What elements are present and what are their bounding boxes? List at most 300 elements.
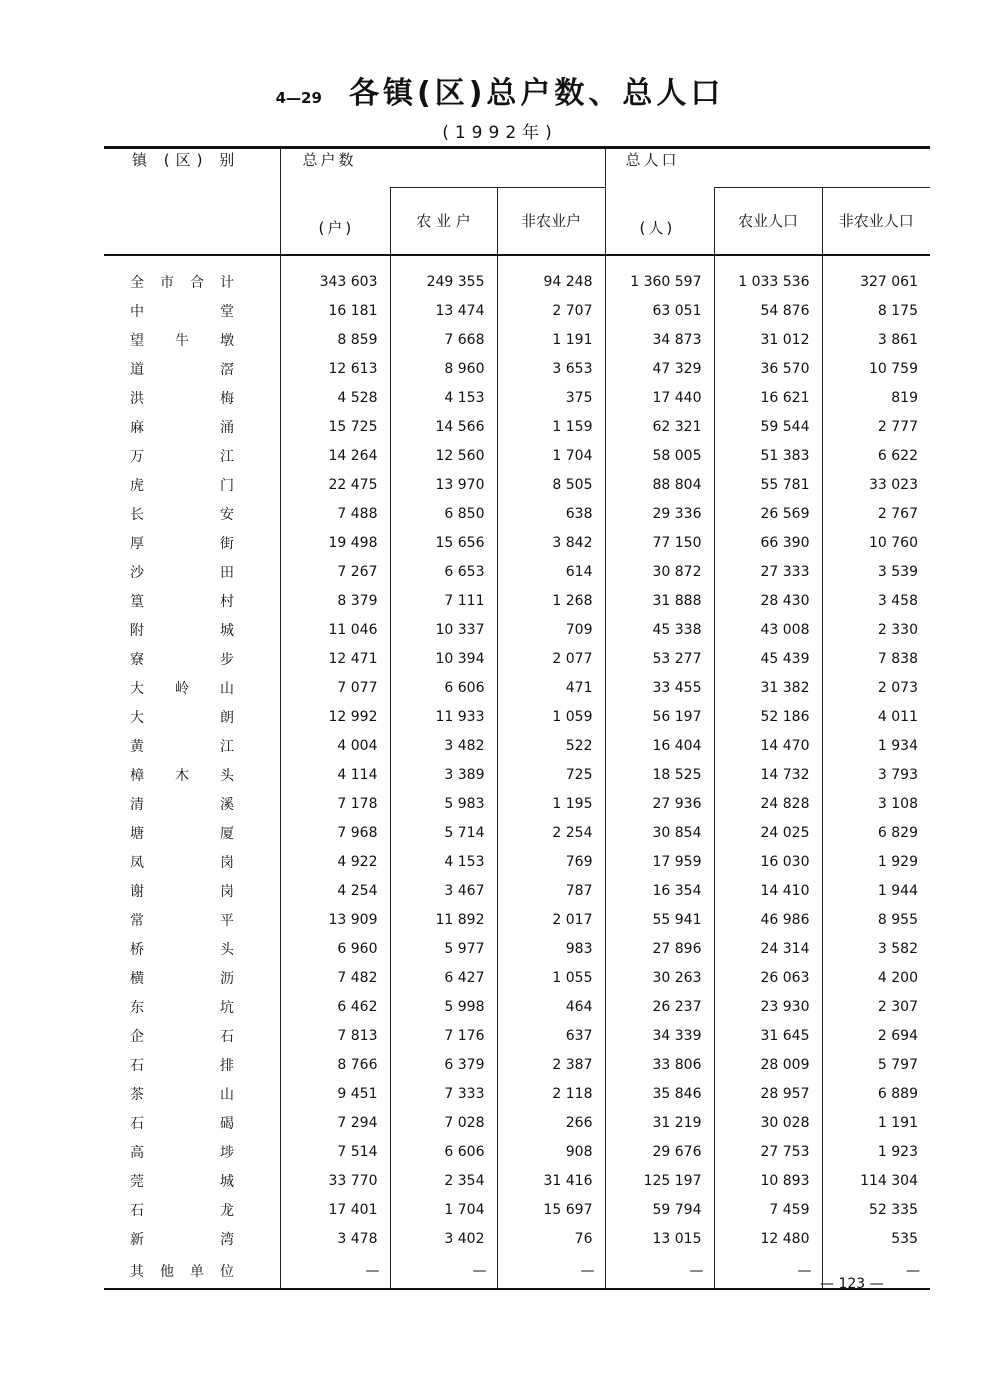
region-name-char: 街 <box>220 536 234 552</box>
table-row-total <box>104 255 930 297</box>
nonagri-hh-cell: 15 697 <box>497 1196 605 1225</box>
region-name-char: 其 <box>130 1263 144 1280</box>
region-name-char: 长 <box>130 507 144 523</box>
region-name-char: 单 <box>190 1263 204 1280</box>
region-name-char: 洪 <box>130 391 144 407</box>
total-pop-cell: 30 872 <box>605 558 714 587</box>
total-pop-cell: 47 329 <box>605 355 714 384</box>
total-hh-cell: 6 462 <box>280 993 390 1022</box>
table-row <box>104 471 930 500</box>
agri-hh-cell: 7 028 <box>390 1109 497 1138</box>
region-name-char: 安 <box>220 507 234 523</box>
region-name <box>104 993 280 1022</box>
region-name-char: 企 <box>130 1029 144 1045</box>
region-name-char: 石 <box>130 1116 144 1132</box>
total-pop-cell: 1 360 597 <box>605 255 714 297</box>
page-number: — 123 — <box>820 1276 884 1292</box>
total-hh-cell: 14 264 <box>280 442 390 471</box>
agri-hh-cell: 6 653 <box>390 558 497 587</box>
table-row <box>104 1051 930 1080</box>
table-row <box>104 877 930 906</box>
table-row <box>104 1080 930 1109</box>
agri-pop-cell: 36 570 <box>714 355 822 384</box>
region-name-char: 墩 <box>220 333 234 349</box>
agri-hh-cell: — <box>390 1254 497 1289</box>
agri-hh-cell: 3 482 <box>390 732 497 761</box>
households-unit: (户) <box>280 188 390 254</box>
nonagri-pop-cell: — <box>822 1254 930 1289</box>
total-pop-cell: 59 794 <box>605 1196 714 1225</box>
region-name <box>104 500 280 529</box>
agri-pop-cell: 28 430 <box>714 587 822 616</box>
region-name <box>104 616 280 645</box>
nonagri-pop-cell: 3 458 <box>822 587 930 616</box>
agri-hh-cell: 6 379 <box>390 1051 497 1080</box>
region-name <box>104 819 280 848</box>
agri-pop-cell: 31 382 <box>714 674 822 703</box>
region-name <box>104 1022 280 1051</box>
region-name <box>104 587 280 616</box>
table-row <box>104 935 930 964</box>
region-name-char: 沙 <box>130 565 144 581</box>
agri-hh-cell: 2 354 <box>390 1167 497 1196</box>
region-name-char: 山 <box>220 1087 234 1103</box>
region-name-char: 朗 <box>220 710 234 726</box>
total-pop-cell: 17 440 <box>605 384 714 413</box>
total-hh-cell: 15 725 <box>280 413 390 442</box>
region-name-char: 厚 <box>130 536 144 552</box>
total-households-header: 总户数 <box>280 148 390 188</box>
total-pop-cell: 13 015 <box>605 1225 714 1254</box>
total-pop-cell: 16 404 <box>605 732 714 761</box>
region-name-char: 清 <box>130 797 144 813</box>
region-name-char: 涌 <box>220 420 234 436</box>
region-name-char: 樟 <box>130 768 144 784</box>
region-name-char: 堂 <box>220 304 234 320</box>
agri-hh-cell: 5 714 <box>390 819 497 848</box>
region-name-char: 大 <box>130 681 144 697</box>
nonagri-pop-cell: 7 838 <box>822 645 930 674</box>
agri-hh-cell: 6 850 <box>390 500 497 529</box>
region-name-char: 城 <box>220 1174 234 1190</box>
nonagri-hh-cell: 787 <box>497 877 605 906</box>
table-title-text: 各镇(区)总户数、总人口 <box>348 76 725 111</box>
agri-pop-cell: 45 439 <box>714 645 822 674</box>
agri-pop-cell: 10 893 <box>714 1167 822 1196</box>
nonagri-pop-cell: 1 934 <box>822 732 930 761</box>
region-name-char: 岭 <box>175 681 189 697</box>
nonagri-hh-cell: 709 <box>497 616 605 645</box>
agri-hh-cell: 13 970 <box>390 471 497 500</box>
population-unit: (人) <box>605 188 714 254</box>
agri-hh-cell: 4 153 <box>390 848 497 877</box>
total-hh-cell: 343 603 <box>280 255 390 297</box>
region-name <box>104 761 280 790</box>
agri-pop-cell: 23 930 <box>714 993 822 1022</box>
agri-hh-cell: 5 983 <box>390 790 497 819</box>
region-name <box>104 790 280 819</box>
region-name-char: 计 <box>220 275 234 291</box>
total-pop-cell: 56 197 <box>605 703 714 732</box>
region-name <box>104 964 280 993</box>
nonagri-hh-cell: 983 <box>497 935 605 964</box>
total-hh-cell: 17 401 <box>280 1196 390 1225</box>
statistics-table <box>104 146 930 1290</box>
agri-pop-cell: 51 383 <box>714 442 822 471</box>
region-name-char: 江 <box>220 449 234 465</box>
nonagri-pop-cell: 2 073 <box>822 674 930 703</box>
agri-hh-cell: 14 566 <box>390 413 497 442</box>
nonagri-pop-cell: 3 539 <box>822 558 930 587</box>
region-name-char: 步 <box>220 652 234 668</box>
region-name-char: 望 <box>130 333 144 349</box>
region-name <box>104 255 280 297</box>
agri-households-header: 农 业 户 <box>390 188 497 254</box>
agri-pop-cell: 7 459 <box>714 1196 822 1225</box>
region-name <box>104 413 280 442</box>
region-name <box>104 703 280 732</box>
nonagri-hh-cell: 1 704 <box>497 442 605 471</box>
agri-hh-cell: 1 704 <box>390 1196 497 1225</box>
nonagri-hh-cell: 637 <box>497 1022 605 1051</box>
agri-pop-cell: 66 390 <box>714 529 822 558</box>
table-row <box>104 1167 930 1196</box>
agri-hh-cell: 6 606 <box>390 1138 497 1167</box>
table-row <box>104 848 930 877</box>
region-name-char: 沥 <box>220 971 234 987</box>
nonagri-hh-cell: 76 <box>497 1225 605 1254</box>
agri-hh-cell: 10 337 <box>390 616 497 645</box>
agri-hh-cell: 7 333 <box>390 1080 497 1109</box>
agri-pop-cell: 14 410 <box>714 877 822 906</box>
nonagri-hh-cell: 1 055 <box>497 964 605 993</box>
region-name-char: 中 <box>130 304 144 320</box>
total-pop-cell: 125 197 <box>605 1167 714 1196</box>
nonagri-pop-cell: 4 200 <box>822 964 930 993</box>
region-name-char: 虎 <box>130 478 144 494</box>
region-name-char: 道 <box>130 362 144 378</box>
region-name-char: 石 <box>130 1203 144 1219</box>
total-pop-cell: 29 336 <box>605 500 714 529</box>
nonagri-hh-cell: 31 416 <box>497 1167 605 1196</box>
region-name-char: 麻 <box>130 420 144 436</box>
total-hh-cell: 7 514 <box>280 1138 390 1167</box>
nonagri-hh-cell: 2 077 <box>497 645 605 674</box>
region-name-char: 万 <box>130 449 144 465</box>
agri-hh-cell: 3 467 <box>390 877 497 906</box>
region-name <box>104 877 280 906</box>
total-pop-cell: 27 896 <box>605 935 714 964</box>
total-pop-cell: 33 806 <box>605 1051 714 1080</box>
nonagri-hh-cell: 2 254 <box>497 819 605 848</box>
agri-hh-cell: 15 656 <box>390 529 497 558</box>
agri-hh-cell: 7 176 <box>390 1022 497 1051</box>
region-name-char: 石 <box>220 1029 234 1045</box>
region-name-char: 篁 <box>130 594 144 610</box>
nonagri-hh-cell: 2 017 <box>497 906 605 935</box>
total-pop-cell: 35 846 <box>605 1080 714 1109</box>
region-name-char: 碣 <box>220 1116 234 1132</box>
agri-pop-cell: 24 828 <box>714 790 822 819</box>
table-row <box>104 529 930 558</box>
total-pop-cell: 45 338 <box>605 616 714 645</box>
agri-pop-cell: 28 957 <box>714 1080 822 1109</box>
nonagri-pop-cell: 8 175 <box>822 297 930 326</box>
region-name-char: 江 <box>220 739 234 755</box>
region-name-char: 厦 <box>220 826 234 842</box>
total-pop-cell: 77 150 <box>605 529 714 558</box>
region-name-char: 塘 <box>130 826 144 842</box>
agri-pop-cell: 26 063 <box>714 964 822 993</box>
region-name-char: 门 <box>220 478 234 494</box>
region-name-char: 牛 <box>175 333 189 349</box>
region-name-char: 凤 <box>130 855 144 871</box>
nonagri-hh-cell: 1 191 <box>497 326 605 355</box>
agri-pop-cell: 26 569 <box>714 500 822 529</box>
nonagri-hh-cell: 375 <box>497 384 605 413</box>
total-hh-cell: 9 451 <box>280 1080 390 1109</box>
total-hh-cell: 7 267 <box>280 558 390 587</box>
region-name <box>104 906 280 935</box>
nonagri-hh-cell: 1 059 <box>497 703 605 732</box>
total-pop-cell: 58 005 <box>605 442 714 471</box>
nonagri-pop-cell: 5 797 <box>822 1051 930 1080</box>
nonagri-pop-cell: 2 330 <box>822 616 930 645</box>
table-row <box>104 790 930 819</box>
nonagri-pop-cell: 2 307 <box>822 993 930 1022</box>
total-pop-cell: 26 237 <box>605 993 714 1022</box>
region-name-char: 高 <box>130 1145 144 1161</box>
agri-pop-cell: 14 732 <box>714 761 822 790</box>
nonagri-hh-cell: 3 842 <box>497 529 605 558</box>
region-name-char: 他 <box>160 1263 174 1280</box>
total-hh-cell: 11 046 <box>280 616 390 645</box>
nonagri-pop-cell: 1 944 <box>822 877 930 906</box>
nonagri-pop-cell: 33 023 <box>822 471 930 500</box>
nonagri-hh-cell: 8 505 <box>497 471 605 500</box>
nonagri-pop-cell: 2 777 <box>822 413 930 442</box>
agri-pop-cell: 27 753 <box>714 1138 822 1167</box>
table-row <box>104 1022 930 1051</box>
region-name <box>104 1225 280 1254</box>
nonagri-hh-cell: 908 <box>497 1138 605 1167</box>
region-name <box>104 732 280 761</box>
total-hh-cell: 7 077 <box>280 674 390 703</box>
table-title <box>0 68 1000 112</box>
agri-pop-cell: 1 033 536 <box>714 255 822 297</box>
total-pop-cell: 55 941 <box>605 906 714 935</box>
table-row <box>104 703 930 732</box>
total-pop-cell: 30 854 <box>605 819 714 848</box>
region-name-char: 梅 <box>220 391 234 407</box>
region-name-char: 桥 <box>130 942 144 958</box>
nonagri-hh-cell: 94 248 <box>497 255 605 297</box>
nonagri-hh-cell: 2 387 <box>497 1051 605 1080</box>
region-name-char: 头 <box>220 768 234 784</box>
agri-hh-cell: 5 977 <box>390 935 497 964</box>
region-name-char: 龙 <box>220 1203 234 1219</box>
region-name-char: 溪 <box>220 797 234 813</box>
table-number: 4—29 <box>275 89 322 107</box>
total-pop-cell: 34 339 <box>605 1022 714 1051</box>
region-name <box>104 471 280 500</box>
table-row <box>104 297 930 326</box>
nonagri-pop-cell: 10 760 <box>822 529 930 558</box>
agri-pop-cell: 24 025 <box>714 819 822 848</box>
nonagri-pop-cell: 327 061 <box>822 255 930 297</box>
nonagri-hh-cell: 2 707 <box>497 297 605 326</box>
region-name-char: 坑 <box>220 1000 234 1016</box>
region-name-char: 岗 <box>220 855 234 871</box>
table-row <box>104 384 930 413</box>
agri-pop-cell: 55 781 <box>714 471 822 500</box>
table-row <box>104 645 930 674</box>
total-pop-cell: 62 321 <box>605 413 714 442</box>
region-name-char: 莞 <box>130 1174 144 1190</box>
region-name-char: 山 <box>220 681 234 697</box>
region-name <box>104 1254 280 1289</box>
nonagri-pop-cell: 3 861 <box>822 326 930 355</box>
region-name <box>104 355 280 384</box>
total-pop-cell: 18 525 <box>605 761 714 790</box>
agri-pop-cell: 46 986 <box>714 906 822 935</box>
nonagri-pop-cell: 3 793 <box>822 761 930 790</box>
table-row <box>104 1196 930 1225</box>
nonagri-pop-cell: 2 694 <box>822 1022 930 1051</box>
nonagri-pop-cell: 1 929 <box>822 848 930 877</box>
total-hh-cell: 19 498 <box>280 529 390 558</box>
nonagri-hh-cell: 1 268 <box>497 587 605 616</box>
nonagri-pop-cell: 1 191 <box>822 1109 930 1138</box>
region-name-char: 田 <box>220 565 234 581</box>
region-name <box>104 848 280 877</box>
agri-pop-cell: 16 621 <box>714 384 822 413</box>
region-name-char: 平 <box>220 913 234 929</box>
region-name-char: 横 <box>130 971 144 987</box>
nonagri-pop-cell: 4 011 <box>822 703 930 732</box>
nonagri-hh-cell: 471 <box>497 674 605 703</box>
total-hh-cell: 12 471 <box>280 645 390 674</box>
nonagri-hh-cell: 3 653 <box>497 355 605 384</box>
region-name <box>104 1196 280 1225</box>
nonagri-households-header: 非农业户 <box>497 188 605 254</box>
agri-hh-cell: 13 474 <box>390 297 497 326</box>
nonagri-pop-cell: 114 304 <box>822 1167 930 1196</box>
region-name-char: 附 <box>130 623 144 639</box>
total-hh-cell: 3 478 <box>280 1225 390 1254</box>
total-hh-cell: 7 178 <box>280 790 390 819</box>
agri-pop-cell: 12 480 <box>714 1225 822 1254</box>
table-row <box>104 558 930 587</box>
nonagri-pop-cell: 535 <box>822 1225 930 1254</box>
region-name <box>104 674 280 703</box>
agri-hh-cell: 6 427 <box>390 964 497 993</box>
nonagri-hh-cell: 464 <box>497 993 605 1022</box>
region-name <box>104 1138 280 1167</box>
nonagri-pop-cell: 10 759 <box>822 355 930 384</box>
region-name-char: 岗 <box>220 884 234 900</box>
agri-pop-cell: 30 028 <box>714 1109 822 1138</box>
total-pop-cell: — <box>605 1254 714 1289</box>
total-hh-cell: 4 528 <box>280 384 390 413</box>
agri-pop-cell: 28 009 <box>714 1051 822 1080</box>
table-row <box>104 964 930 993</box>
region-name-char: 合 <box>190 275 204 291</box>
region-name <box>104 645 280 674</box>
table-row <box>104 819 930 848</box>
total-hh-cell: 7 488 <box>280 500 390 529</box>
nonagri-pop-cell: 3 108 <box>822 790 930 819</box>
region-name-char: 村 <box>220 594 234 610</box>
total-hh-cell: 4 922 <box>280 848 390 877</box>
total-hh-cell: 6 960 <box>280 935 390 964</box>
nonagri-pop-cell: 6 622 <box>822 442 930 471</box>
agri-pop-cell: 16 030 <box>714 848 822 877</box>
agri-hh-cell: 6 606 <box>390 674 497 703</box>
region-name-char: 寮 <box>130 652 144 668</box>
table-row <box>104 674 930 703</box>
region-name <box>104 384 280 413</box>
agri-hh-cell: 8 960 <box>390 355 497 384</box>
total-pop-cell: 16 354 <box>605 877 714 906</box>
nonagri-hh-cell: 725 <box>497 761 605 790</box>
agri-pop-cell: 24 314 <box>714 935 822 964</box>
agri-pop-cell: 31 645 <box>714 1022 822 1051</box>
nonagri-pop-cell: 8 955 <box>822 906 930 935</box>
agri-pop-cell: 54 876 <box>714 297 822 326</box>
region-name-char: 全 <box>130 275 144 291</box>
table-row <box>104 1138 930 1167</box>
table-row <box>104 1254 930 1289</box>
nonagri-hh-cell: — <box>497 1254 605 1289</box>
agri-hh-cell: 11 933 <box>390 703 497 732</box>
table-row <box>104 587 930 616</box>
agri-hh-cell: 3 389 <box>390 761 497 790</box>
nonagri-pop-cell: 819 <box>822 384 930 413</box>
agri-pop-cell: 59 544 <box>714 413 822 442</box>
region-name-char: 排 <box>220 1058 234 1074</box>
region-name <box>104 1051 280 1080</box>
total-hh-cell: 7 968 <box>280 819 390 848</box>
region-name <box>104 442 280 471</box>
nonagri-pop-cell: 6 889 <box>822 1080 930 1109</box>
total-hh-cell: 12 613 <box>280 355 390 384</box>
total-hh-cell: 7 294 <box>280 1109 390 1138</box>
agri-pop-cell: 43 008 <box>714 616 822 645</box>
table-row <box>104 761 930 790</box>
total-hh-cell: 8 766 <box>280 1051 390 1080</box>
nonagri-hh-cell: 638 <box>497 500 605 529</box>
agri-hh-cell: 4 153 <box>390 384 497 413</box>
agri-hh-cell: 11 892 <box>390 906 497 935</box>
table-year: (1992年) <box>442 123 558 143</box>
total-population-header: 总人口 <box>605 148 714 188</box>
total-hh-cell: 4 004 <box>280 732 390 761</box>
agri-population-header: 农业人口 <box>714 188 822 254</box>
agri-pop-cell: 52 186 <box>714 703 822 732</box>
total-pop-cell: 33 455 <box>605 674 714 703</box>
total-hh-cell: — <box>280 1254 390 1289</box>
total-pop-cell: 31 888 <box>605 587 714 616</box>
nonagri-hh-cell: 614 <box>497 558 605 587</box>
nonagri-pop-cell: 3 582 <box>822 935 930 964</box>
agri-hh-cell: 249 355 <box>390 255 497 297</box>
table-row <box>104 355 930 384</box>
table-row <box>104 1225 930 1254</box>
region-name-char: 大 <box>130 710 144 726</box>
table-row <box>104 413 930 442</box>
total-pop-cell: 88 804 <box>605 471 714 500</box>
